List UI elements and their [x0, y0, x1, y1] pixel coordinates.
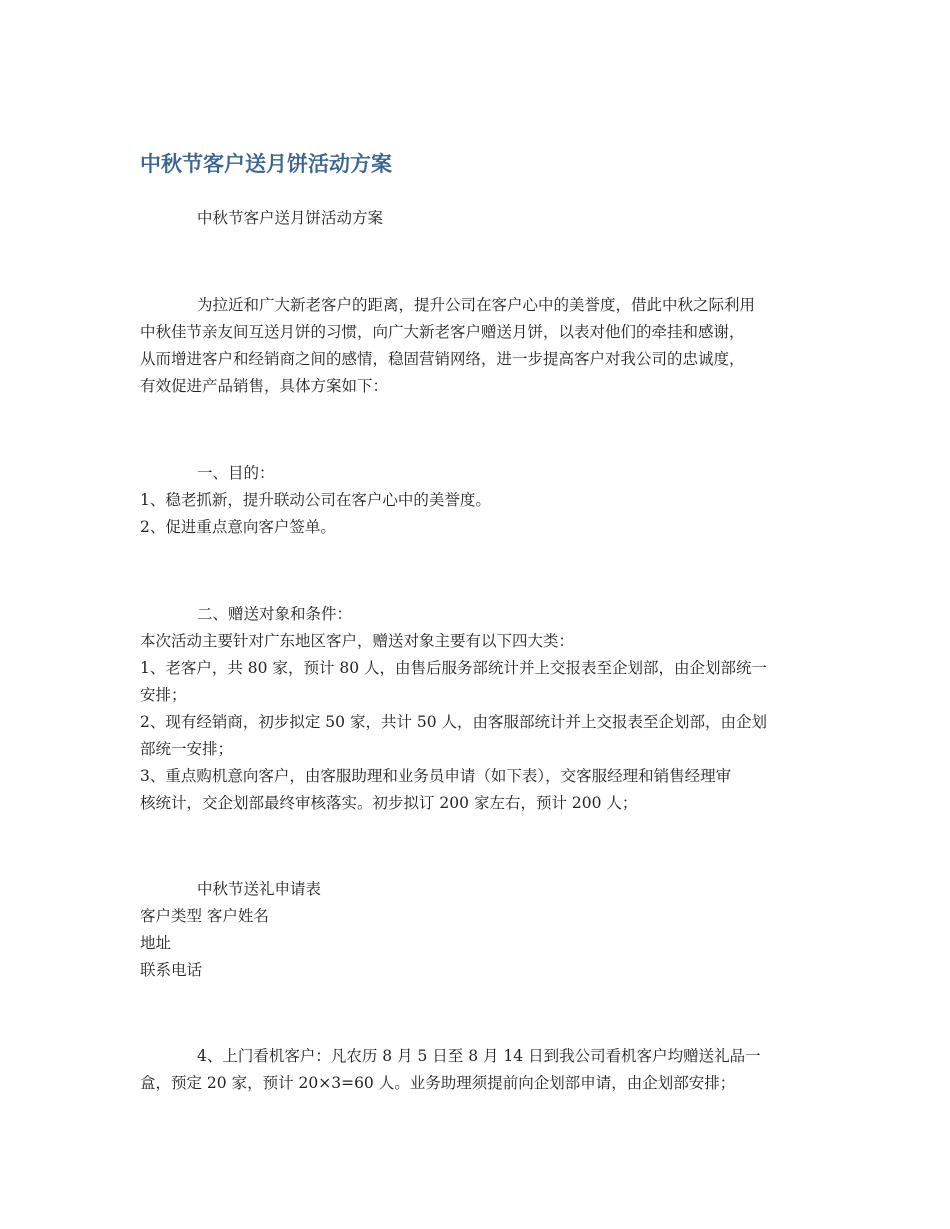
- form-field: 客户类型 客户姓名: [140, 907, 269, 925]
- subtitle: 中秋节客户送月饼活动方案: [197, 209, 384, 227]
- section2-line: 部统一安排；: [140, 740, 234, 758]
- section2-line: 本次活动主要针对广东地区客户，赠送对象主要有以下四大类：: [140, 632, 575, 650]
- section2-line: 1、老客户，共 80 家，预计 80 人，由售后服务部统计并上交报表至企划部，由企划部统一: [140, 659, 768, 677]
- intro-line: 中秋佳节亲友间互送月饼的习惯，向广大新老客户赠送月饼，以表对他们的牵挂和感谢，: [140, 323, 745, 341]
- section1-heading: 一、目的：: [197, 464, 275, 482]
- section2-line: 2、现有经销商，初步拟定 50 家，共计 50 人，由客服部统计并上交报表至企划部，由企划: [140, 713, 768, 731]
- section2-line: 核统计，交企划部最终审核落实。初步拟订 200 家左右，预计 200 人；: [140, 794, 638, 812]
- section2-heading: 二、赠送对象和条件：: [197, 605, 353, 623]
- item4-line: 4、上门看机客户：凡农历 8 月 5 日至 8 月 14 日到我公司看机客户均赠送礼品一: [197, 1047, 761, 1065]
- item4-line: 盒，预定 20 家，预计 20×3=60 人。业务助理须提前向企划部申请，由企划部安排；: [140, 1074, 736, 1092]
- intro-line: 从而增进客户和经销商之间的感情，稳固营销网络，进一步提高客户对我公司的忠诚度，: [140, 350, 745, 368]
- intro-line: 为拉近和广大新老客户的距离，提升公司在客户心中的美誉度，借此中秋之际利用: [197, 296, 756, 314]
- form-field: 地址: [140, 934, 172, 952]
- section2-line: 3、重点购机意向客户，由客服助理和业务员申请（如下表），交客服经理和销售经理审: [140, 767, 732, 785]
- document-title: 中秋节客户送月饼活动方案: [140, 152, 392, 176]
- section1-item: 2、促进重点意向客户签单。: [140, 518, 336, 536]
- form-field: 联系电话: [140, 961, 203, 979]
- section2-line: 安排；: [140, 686, 187, 704]
- form-title: 中秋节送礼申请表: [197, 880, 322, 898]
- intro-line: 有效促进产品销售，具体方案如下：: [140, 377, 389, 395]
- section1-item: 1、稳老抓新，提升联动公司在客户心中的美誉度。: [140, 491, 491, 509]
